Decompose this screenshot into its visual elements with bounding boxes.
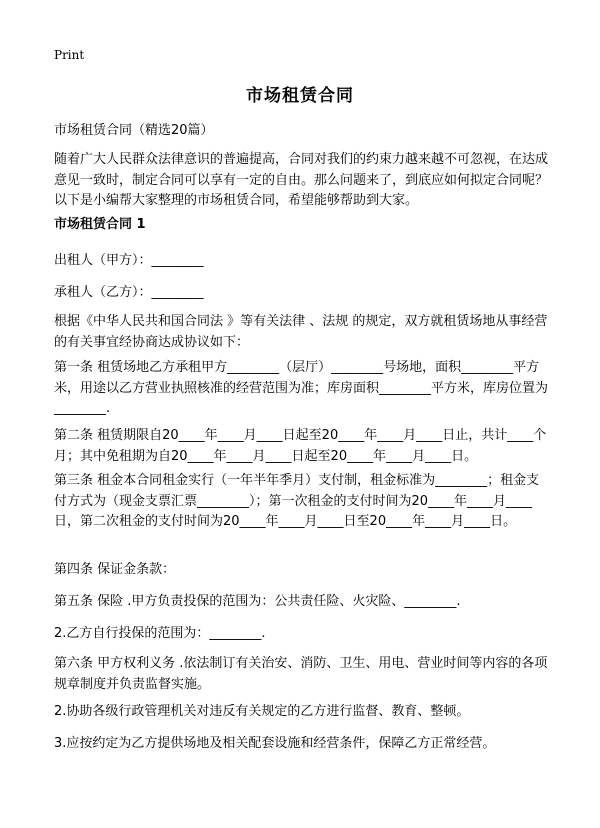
lessor-line: 出租人（甲方）：________ bbox=[54, 253, 204, 268]
lessee-line: 承租人（乙方）：________ bbox=[54, 285, 204, 300]
subtitle: 市场租赁合同（精选20篇） bbox=[54, 123, 214, 138]
intro-paragraph: 随着广大人民群众法律意识的普遍提高，合同对我们的约束力越来越不可忽视，在达成意见一致时，制定合同可以享有一定的自由。那么问题来了，到底应如何拟定合同呢？以下是小编帮大家整理的市场租赁合同，希望能够帮助到大家。 bbox=[54, 152, 549, 208]
item-2-assist: 2.协助各级行政管理机关对违反有关规定的乙方进行监督、教育、整顿。 bbox=[54, 704, 470, 719]
clause-6: 第六条 甲方权利义务 .依法制订有关治安、消防、卫生、用电、营业时间等内容的各项规章制度并负责监督实施。 bbox=[54, 656, 548, 692]
clause-5: 第五条 保险 .甲方负责投保的范围为：公共责任险、火灾险、________. bbox=[54, 594, 461, 609]
print-link[interactable]: Print bbox=[54, 48, 85, 62]
clause-2: 第二条 租赁期限自20____年____月____日起至20____年____月____日止，共计____个月；其中免租期为自20____年____月____日起至20____年____月____日。 bbox=[54, 428, 547, 464]
clause-3: 第三条 租金本合同租金实行（一年半年季月）支付制，租金标准为________；租金支付方式为（现金支票汇票________）；第一次租金的支付时间为20____年____月____日，第二次租金的支付时间为20____年____月____日至20____年____月____日。 bbox=[54, 473, 540, 529]
clause-1: 第一条 租赁场地乙方承租甲方________（层厅）________号场地，面积________平方米，用途以乙方营业执照核准的经营范围为准；库房面积________平方米，库房位置为________. bbox=[54, 360, 549, 416]
item-3-provide: 3.应按约定为乙方提供场地及相关配套设施和经营条件，保障乙方正常经营。 bbox=[54, 736, 496, 751]
item-2-insurance: 2.乙方自行投保的范围为：________. bbox=[54, 626, 266, 641]
basis-paragraph: 根据《中华人民共和国合同法 》等有关法律 、法规 的规定，双方就租赁场地从事经营的有关事宜经协商达成协议如下： bbox=[54, 314, 548, 350]
section-heading: 市场租赁合同 1 bbox=[54, 217, 146, 232]
page-title: 市场租赁合同 bbox=[246, 86, 354, 106]
clause-4: 第四条 保证金条款： bbox=[54, 562, 176, 577]
